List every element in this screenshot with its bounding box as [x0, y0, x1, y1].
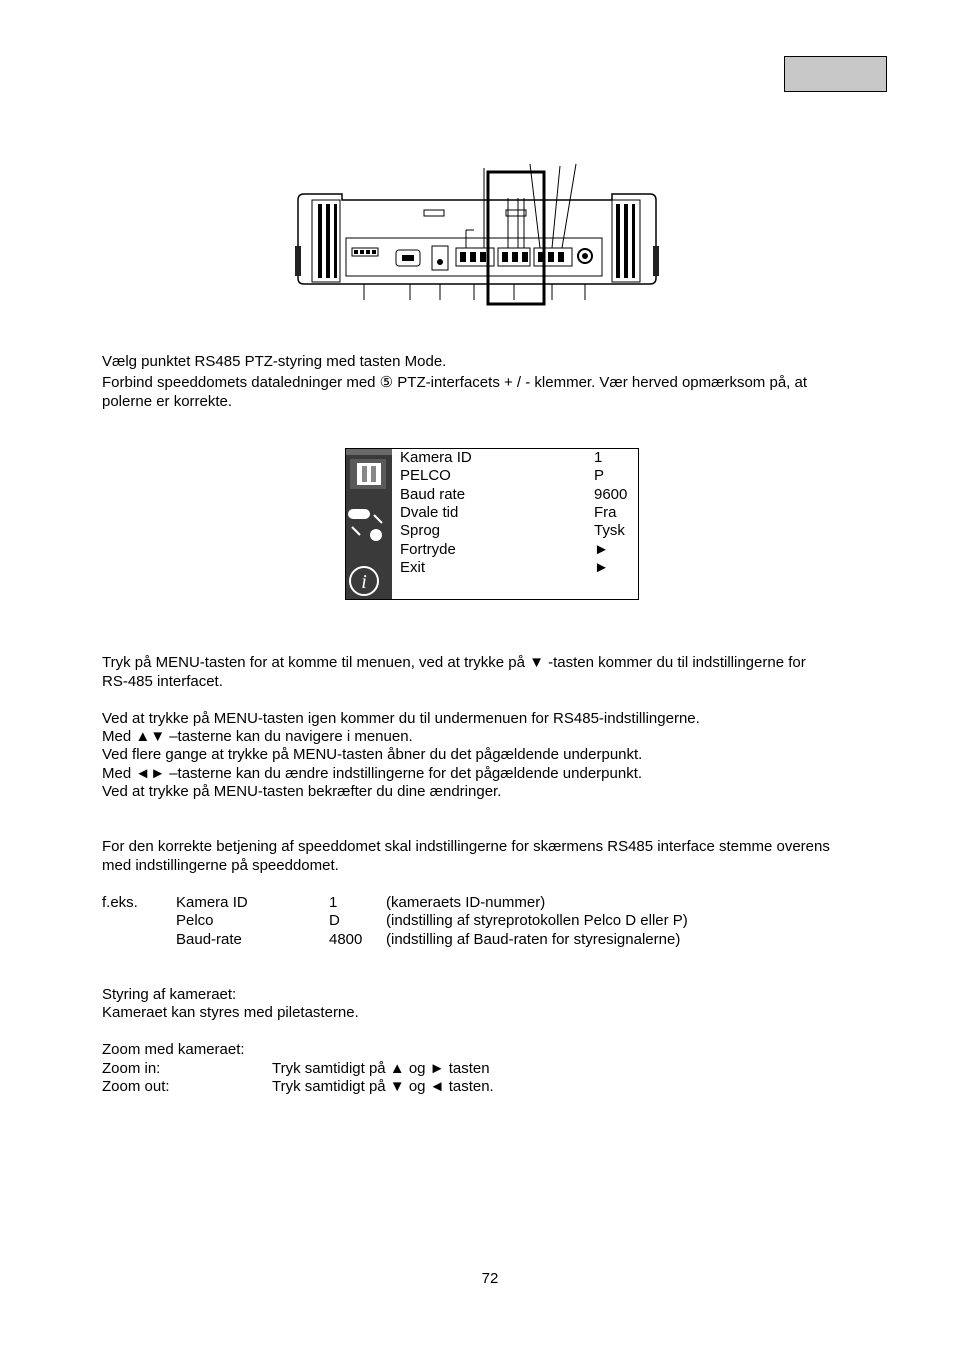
example-row-name: Kamera ID [176, 894, 248, 911]
instruction-p1-line2: RS-485 interfacet. [102, 673, 223, 690]
instruction-p2-line2: Med ▲▼ –tasterne kan du navigere i menuen. [102, 728, 413, 745]
instruction-p2-line3: Ved flere gange at trykke på MENU-tasten åbner du det pågældende underpunkt. [102, 746, 643, 763]
intro-line-2: Forbind speeddomets dataledninger med ⑤ PTZ-interfacets + / - klemmer. Vær herved opmærksom på, at [102, 374, 807, 391]
example-prefix: f.eks. [102, 894, 138, 911]
menu-item-value: Fra [594, 504, 617, 521]
svg-text:i: i [361, 571, 367, 593]
control-text: Kameraet kan styres med piletasterne. [102, 1004, 359, 1021]
menu-item-value: ► [594, 541, 609, 558]
example-row-value: 1 [329, 894, 338, 911]
control-heading: Styring af kameraet: [102, 986, 237, 1003]
instruction-p1-line1: Tryk på MENU-tasten for at komme til menuen, ved at trykke på ▼ -tasten kommer du til indstillingerne for [102, 654, 806, 671]
example-row-value: D [329, 912, 340, 929]
menu-item-value: Tysk [594, 522, 625, 539]
instruction-p3-line2: med indstillingerne på speeddomet. [102, 857, 339, 874]
example-row-name: Pelco [176, 912, 214, 929]
menu-item-value: 1 [594, 449, 603, 466]
menu-item-label: Kamera ID [400, 449, 472, 466]
menu-item-value: ► [594, 559, 609, 576]
instruction-p2-line1: Ved at trykke på MENU-tasten igen kommer du til undermenuen for RS485-indstillingerne. [102, 710, 700, 727]
menu-item-label: PELCO [400, 467, 451, 484]
osd-menu [345, 448, 639, 600]
example-row-desc: (indstilling af Baud-raten for styresignalerne) [386, 931, 681, 948]
example-row-desc: (kameraets ID-nummer) [386, 894, 546, 911]
menu-item-label: Exit [400, 559, 426, 576]
menu-item-label: Sprog [400, 522, 441, 539]
menu-item-label: Baud rate [400, 486, 466, 503]
zoom-heading: Zoom med kameraet: [102, 1041, 245, 1058]
intro-line-1: Vælg punktet RS485 PTZ-styring med tasten Mode. [102, 353, 447, 370]
instruction-p2-line5: Ved at trykke på MENU-tasten bekræfter du dine ændringer. [102, 783, 502, 800]
menu-item-label: Dvale tid [400, 504, 459, 521]
page-number: 72 [481, 1270, 499, 1287]
example-row-desc: (indstilling af styreprotokollen Pelco D eller P) [386, 912, 688, 929]
zoom-in-text: Tryk samtidigt på ▲ og ► tasten [272, 1060, 490, 1077]
zoom-in-label: Zoom in: [102, 1060, 161, 1077]
instruction-p3-line1: For den korrekte betjening af speeddomet skal indstillingerne for skærmens RS485 interface stemme overens [102, 838, 830, 855]
header-tab-box [784, 56, 887, 92]
menu-item-label: Fortryde [400, 541, 456, 558]
menu-icon-strip [346, 449, 392, 599]
example-row-value: 4800 [329, 931, 363, 948]
intro-line-3: polerne er korrekte. [102, 393, 233, 410]
zoom-out-label: Zoom out: [102, 1078, 170, 1095]
zoom-out-text: Tryk samtidigt på ▼ og ◄ tasten. [272, 1078, 494, 1095]
menu-item-value: 9600 [594, 486, 628, 503]
instruction-p2-line4: Med ◄► –tasterne kan du ændre indstillingerne for det pågældende underpunkt. [102, 765, 643, 782]
device-connector-diagram [290, 160, 670, 310]
example-row-name: Baud-rate [176, 931, 242, 948]
menu-item-value: P [594, 467, 605, 484]
